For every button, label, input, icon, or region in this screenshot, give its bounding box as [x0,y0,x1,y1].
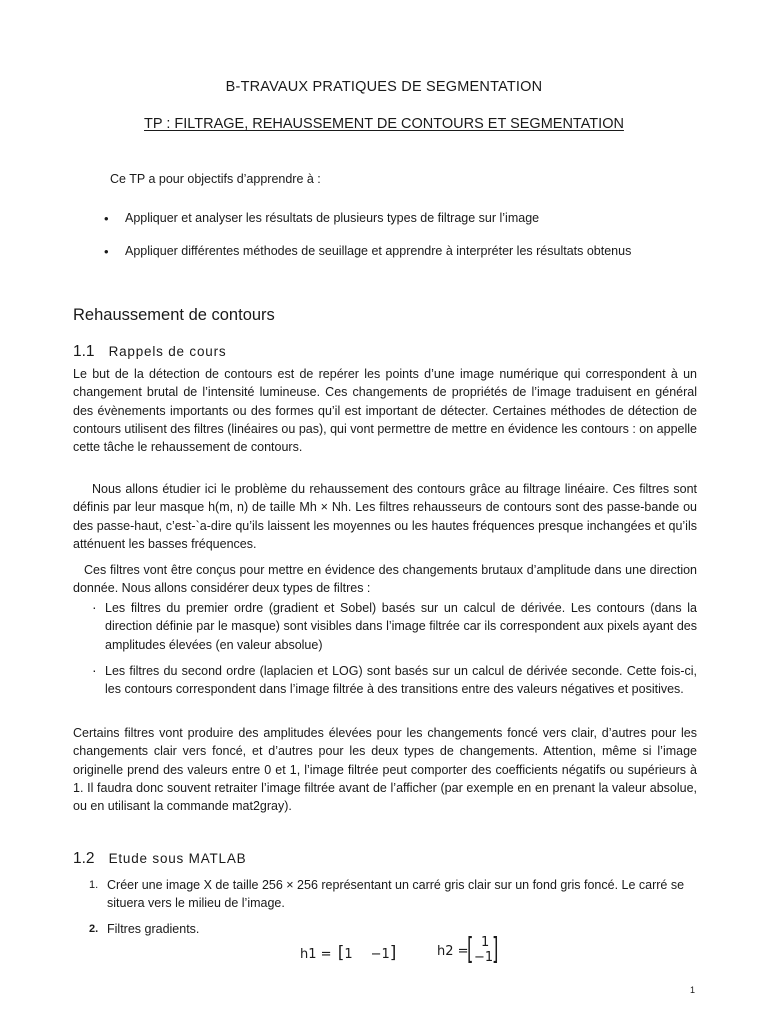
objective-item: • Appliquer et analyser les résultats de plusieurs types de filtrage sur l’image [104,204,700,233]
filter-type-item: · Les filtres du premier ordre (gradient et Sobel) basés sur un calcul de dérivée. Les contours (dans la direction définie par le masque) sont visibles dans l’image filtrée car ils correspondent aux pixels ayant des amplitudes élevées (en valeur absolue) [92,599,697,654]
paragraph-4: Certains filtres vont produire des amplitudes élevées pour les changements foncé vers clair, d’autres pour les changements clair vers foncé, et d’autres pour les deux types de changements. Attention, même si l’image originelle prend des valeurs entre 0 et 1, l’image filtrée peut comporter des coefficients négatifs ou supérieurs à 1. Il faudra donc souvent retraiter l’image filtrée avant de l’afficher (par exemple en en prenant la valeur absolue, ou en utilisant la commande mat2gray). [73,726,697,814]
step-item [89,877,699,912]
section-heading: Rehaussement de contours [73,306,275,324]
subsection-number: 1.2 [73,850,95,867]
filter-type-item: · Les filtres du second ordre (laplacien et LOG) sont basés sur un calcul de dérivée seconde. Cette fois-ci, les contours correspondent dans l’image filtrée à des transitions entre des valeurs négatives et positives. [92,662,697,699]
subsection-heading-2 [73,850,246,868]
subsection-title: Etude sous MATLAB [108,851,247,866]
filter-types-list [92,599,697,706]
subsection-number: 1.1 [73,343,95,360]
subsection-title: Rappels de cours [108,344,227,359]
step-text: Créer une image X de taille 256 × 256 représentant un carré gris clair sur un fond gris foncé. Le carré se situera vers le milieu de l’image. [107,878,685,910]
paragraph-3: Ces filtres vont être conçus pour mettre en évidence des changements brutaux d’amplitude dans une direction donnée. Nous allons considérer deux types de filtres : [73,563,697,596]
step-item [89,921,699,939]
document-subtitle [0,116,768,132]
page-number: 1 [690,985,696,995]
step-number: 2. [89,923,99,935]
objectives-list [104,204,700,266]
document-page: B-TRAVAUX PRATIQUES DE SEGMENTATION TP : FILTRAGE, REHAUSSEMENT DE CONTOURS ET SEGMENTATION Ce TP a pour objectifs d’apprendre à : • Appliquer et analyser les résultats de plusieurs types de filtrage sur l’image • Appliquer différentes méthodes de seuillage et apprendre à interpréter les résultats obtenus Rehaussement de contours 1.1 Rappels de cours Le but de la détection de contours est de repérer les points d’une image numérique qui correspondent à un changement brutal de l’intensité lumineuse. Ces changements de propriétés de l’image traduisent en général des évènements importants ou des formes qu’il est important de détecter. Certaines méthodes de détection de contours utilisent des filtres (linéaires ou pas), qui vont permettre de mettre en évidence les contours : on appelle cette tâche le rehaussement de contours. Nous allons étudier ici le problème du rehaussement des contours grâce au filtrage linéaire. Ces filtres sont définis par leur masque h(m, n) de taille Mh × Nh. Les filtres rehausseurs de contours sont des passe-bande ou des passe-haut, c’est-`a-dire qu’ils laissent les moyennes ou les hautes fréquences presque inchangées et qu’ils atténuent les basses fréquences. Ces filtres vont être conçus pour mettre en évidence des changements brutaux d’amplitude dans une direction donnée. Nous allons considérer deux types de filtres : · Les filtres du premier ordre (gradient et Sobel) basés sur un calcul de dérivée. Les contours (dans la direction définie par le masque) sont visibles dans l’image filtrée car ils correspondent aux pixels ayant des amplitudes élevées (en valeur absolue) · Les filtres du second ordre (laplacien et LOG) sont basés sur un calcul de dérivée seconde. Cette fois-ci, les contours correspondent dans l’image filtrée à des transitions entre des valeurs négatives et positives. Certains filtres vont produire des amplitudes élevées pour les changements foncé vers clair, d’autres pour les changements clair vers foncé, et d’autres pour les deux types de changements. Attention, même si l’image originelle prend des valeurs entre 0 et 1, l’image filtrée peut comporter des coefficients négatifs ou supérieurs à 1. Il faudra donc souvent retraiter l’image filtrée avant de l’afficher (par exemple en en prenant la valeur absolue, ou en utilisant la commande mat2gray). 1.2 Etude sous MATLAB 1. Créer une image X de taille 256 × 256 représentant un carré gris clair sur un fond gris foncé. Le carré se situera vers le milieu de l’image. 2. Filtres gradients. h1 = [1 −1] h2 = [ 1 −1 ] 1 [0,0,768,1024]
subsection-heading-1 [73,343,226,361]
equation-h2-coef: 1 [481,935,490,950]
step-text: Filtres gradients. [107,922,200,936]
document-title: B-TRAVAUX PRATIQUES DE SEGMENTATION [225,79,543,95]
equation-h2-label: h2 = [437,944,469,959]
document-subtitle-text: TP : FILTRAGE, REHAUSSEMENT DE CONTOURS ET SEGMENTATION [144,116,624,132]
paragraph-1: Le but de la détection de contours est de repérer les points d’une image numérique qui correspondent à un changement brutal de l’intensité lumineuse. Ces changements de propriétés de l’image traduisent en général des évènements importants ou des formes qu’il est important de détecter. Certaines méthodes de détection de contours utilisent des filtres (linéaires ou pas), qui vont permettre de mettre en évidence les contours : on appelle cette tâche le rehaussement de contours. [73,367,697,455]
equation-h1-coef: 1 [344,947,353,962]
intro-text: Ce TP a pour objectifs d’apprendre à : [110,172,321,186]
objective-item: • Appliquer différentes méthodes de seuillage et apprendre à interpréter les résultats obtenus [104,237,700,266]
equation-h1-coef: −1 [370,947,390,962]
step-number: 1. [89,879,99,891]
equation-h2-coef: −1 [474,950,494,965]
steps-list [89,877,699,939]
paragraph-2: Nous allons étudier ici le problème du rehaussement des contours grâce au filtrage linéaire. Ces filtres sont définis par leur masque h(m, n) de taille Mh × Nh. Les filtres rehausseurs de contours sont des passe-bande ou des passe-haut, c’est-`a-dire qu’ils laissent les moyennes ou les hautes fréquences presque inchangées et qu’ils atténuent les basses fréquences. [73,482,697,551]
equation-h1: h1 = [1 −1] [300,943,397,963]
equation-h1-label: h1 = [300,947,332,962]
